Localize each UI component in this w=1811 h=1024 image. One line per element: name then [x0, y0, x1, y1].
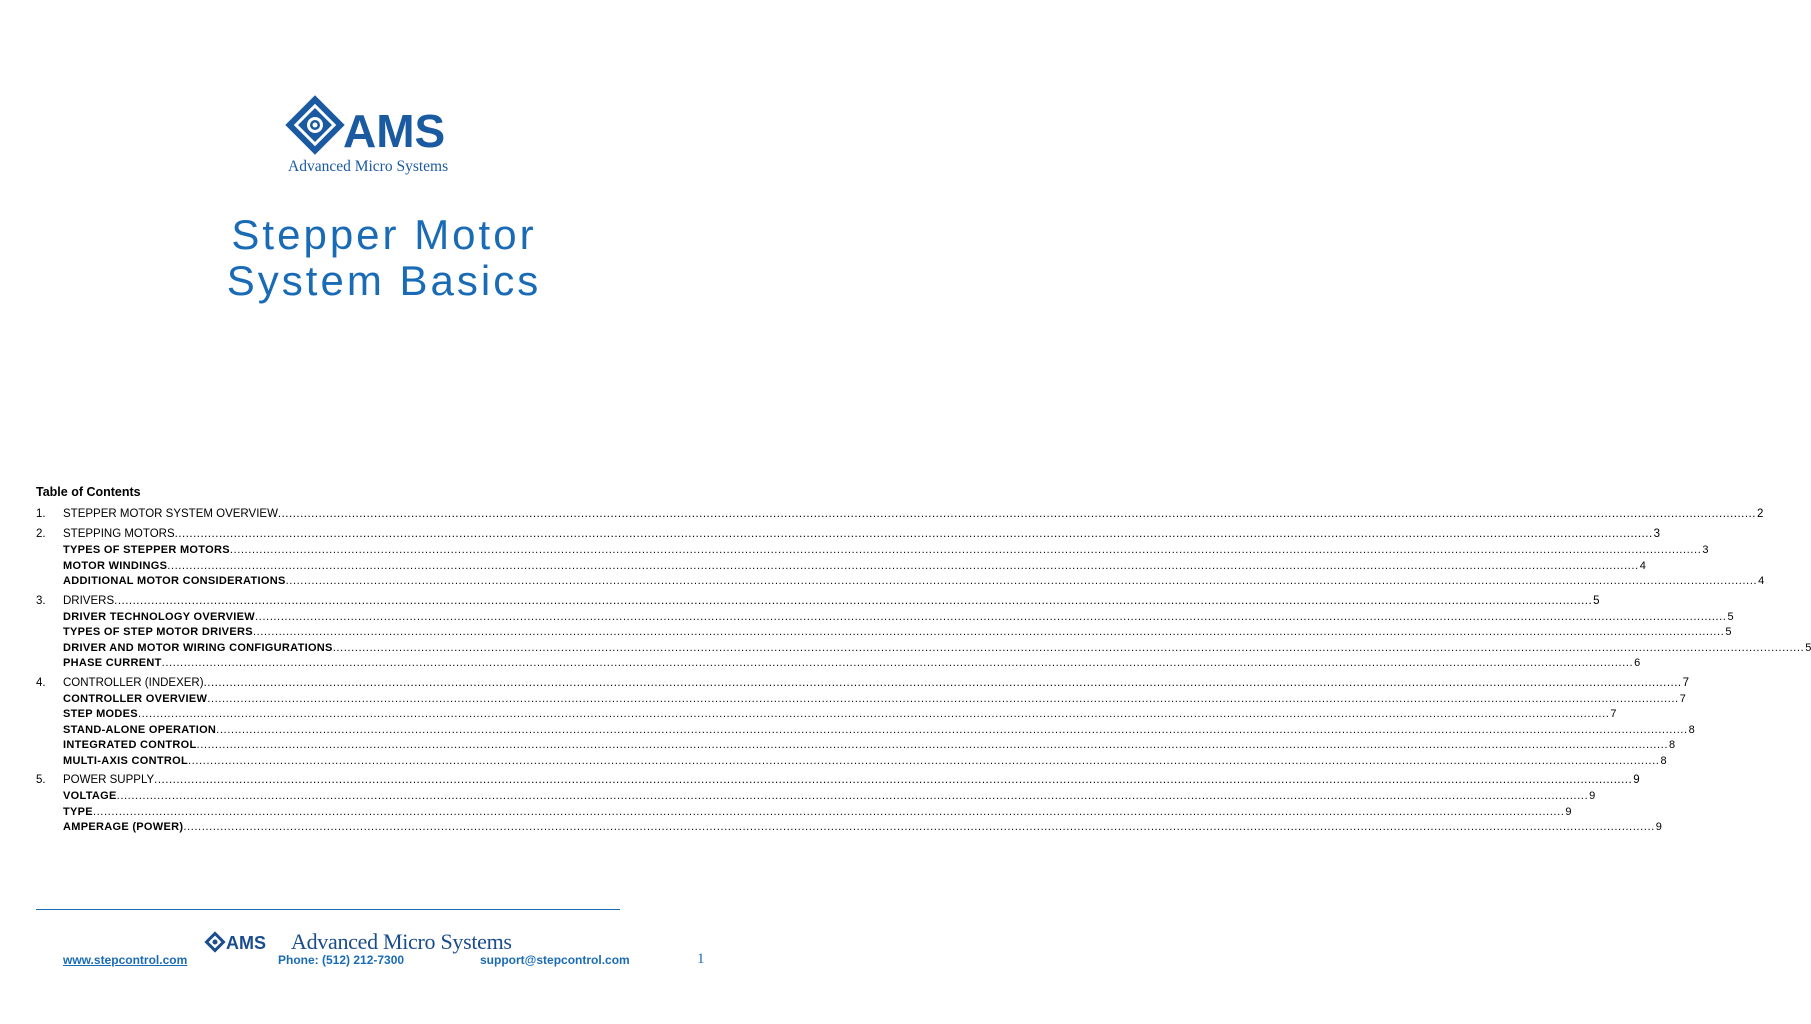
toc-subsection[interactable] [36, 723, 1695, 739]
footer-brand-name: Advanced Micro Systems [291, 929, 512, 954]
toc-section-number: 4. [36, 676, 46, 689]
toc-section[interactable] [36, 772, 1640, 789]
ams-logo-graphic [285, 95, 485, 180]
toc-leader: ................................................................................................................................................................................................................................................................................................................................................................................................................ [116, 791, 1589, 802]
toc-leader: ................................................................................................................................................................................................................................................................................................................................................................................................................ [203, 676, 1682, 689]
toc-leader: ................................................................................................................................................................................................................................................................................................................................................................................................................ [285, 576, 1758, 587]
toc-subsection-page: 7 [1610, 708, 1617, 720]
toc-subsection[interactable] [36, 543, 1709, 559]
document-title [0, 212, 768, 304]
toc-subsection[interactable] [36, 610, 1734, 626]
table-of-contents [36, 485, 1811, 836]
toc-subsection-label: TYPES OF STEPPER MOTORS [63, 544, 230, 556]
toc-subsection-label: TYPE [63, 805, 93, 818]
toc-section-number: 1. [36, 508, 46, 520]
toc-section-page: 9 [1633, 774, 1640, 786]
ams-logo [285, 95, 485, 180]
toc-subsection[interactable] [36, 754, 1667, 770]
toc-subsection-page: 8 [1660, 754, 1667, 767]
toc-section-label: POWER SUPPLY [63, 774, 155, 786]
toc-leader: ................................................................................................................................................................................................................................................................................................................................................................................................................ [187, 755, 1660, 767]
toc-subsection[interactable] [36, 707, 1617, 723]
page-number: 1 [697, 951, 705, 967]
toc-subsection[interactable] [36, 789, 1596, 805]
toc-leader: ................................................................................................................................................................................................................................................................................................................................................................................................................ [196, 740, 1669, 751]
logo-subtitle: Advanced Micro Systems [288, 158, 449, 175]
toc-leader: ................................................................................................................................................................................................................................................................................................................................................................................................................ [216, 724, 1688, 736]
toc-subsection-page: 3 [1702, 544, 1709, 556]
toc-leader: ................................................................................................................................................................................................................................................................................................................................................................................................................ [277, 508, 1756, 520]
support-email-link[interactable]: support@stepcontrol.com [480, 953, 630, 967]
toc-leader: ................................................................................................................................................................................................................................................................................................................................................................................................................ [252, 627, 1725, 638]
phone-number: Phone: (512) 212-7300 [278, 953, 405, 967]
toc-section-label: STEPPER MOTOR SYSTEM OVERVIEW [63, 508, 278, 520]
toc-leader: ................................................................................................................................................................................................................................................................................................................................................................................................................ [174, 528, 1653, 540]
toc-leader: ................................................................................................................................................................................................................................................................................................................................................................................................................ [183, 822, 1655, 833]
toc-section[interactable] [36, 675, 1690, 692]
toc-heading: Table of Contents [36, 485, 141, 499]
title-line-1: Stepper Motor [231, 211, 537, 258]
toc-leader: ................................................................................................................................................................................................................................................................................................................................................................................................................ [167, 560, 1639, 572]
footer-divider [36, 909, 620, 910]
toc-subsection-label: STAND-ALONE OPERATION [63, 723, 217, 736]
toc-subsection-label: AMPERAGE (POWER) [63, 821, 184, 833]
toc-subsection-page: 4 [1639, 559, 1646, 572]
toc-subsection-page: 5 [1725, 626, 1732, 638]
website-link[interactable]: www.stepcontrol.com [63, 953, 188, 967]
toc-subsection[interactable] [36, 656, 1641, 672]
toc-section-label: CONTROLLER (INDEXER) [63, 676, 204, 689]
toc-leader: ................................................................................................................................................................................................................................................................................................................................................................................................................ [92, 806, 1565, 818]
toc-section[interactable] [36, 526, 1661, 543]
toc-subsection-page: 8 [1688, 723, 1695, 736]
toc-section[interactable] [36, 506, 1764, 523]
toc-leader: ................................................................................................................................................................................................................................................................................................................................................................................................................ [207, 693, 1679, 705]
toc-section-label: DRIVERS [63, 594, 115, 607]
toc-subsection-label: PHASE CURRENT [63, 657, 162, 669]
toc-subsection[interactable] [36, 692, 1686, 708]
toc-subsection-label: INTEGRATED CONTROL [63, 739, 197, 751]
toc-subsection-label: ADDITIONAL MOTOR CONSIDERATIONS [63, 575, 286, 587]
toc-subsection-label: MOTOR WINDINGS [63, 559, 168, 572]
toc-subsection[interactable] [36, 574, 1765, 590]
toc-subsection-label: VOLTAGE [63, 790, 117, 802]
toc-entries [36, 506, 1811, 836]
footer-logo-text: AMS [226, 933, 266, 953]
toc-subsection-label: DRIVER AND MOTOR WIRING CONFIGURATIONS [63, 641, 333, 654]
toc-section-page: 2 [1756, 508, 1764, 520]
title-line-2: System Basics [226, 257, 542, 304]
toc-subsection[interactable] [36, 625, 1732, 641]
toc-subsection-label: STEP MODES [63, 708, 138, 720]
toc-section-page: 7 [1682, 676, 1690, 689]
toc-subsection[interactable] [36, 641, 1811, 657]
toc-subsection[interactable] [36, 738, 1676, 754]
toc-leader: ................................................................................................................................................................................................................................................................................................................................................................................................................ [161, 658, 1634, 669]
toc-section-page: 5 [1593, 594, 1600, 607]
toc-subsection-label: TYPES OF STEP MOTOR DRIVERS [63, 626, 253, 638]
toc-subsection-label: CONTROLLER OVERVIEW [63, 692, 208, 705]
toc-subsection-page: 8 [1669, 739, 1676, 751]
toc-subsection-page: 4 [1758, 575, 1765, 587]
toc-subsection-page: 9 [1655, 821, 1662, 833]
toc-subsection-page: 5 [1805, 641, 1811, 654]
toc-section-page: 3 [1653, 528, 1661, 540]
toc-subsection-page: 7 [1679, 692, 1686, 705]
toc-subsection[interactable] [36, 559, 1646, 575]
toc-section[interactable] [36, 593, 1600, 610]
logo-text: AMS [343, 105, 446, 157]
toc-subsection-page: 5 [1727, 610, 1734, 623]
toc-leader: ................................................................................................................................................................................................................................................................................................................................................................................................................ [137, 709, 1610, 720]
toc-subsection-page: 6 [1634, 657, 1641, 669]
toc-section-number: 5. [36, 774, 46, 786]
toc-subsection[interactable] [36, 805, 1572, 821]
toc-subsection-label: DRIVER TECHNOLOGY OVERVIEW [63, 610, 255, 623]
toc-section-number: 2. [36, 528, 46, 540]
toc-subsection-page: 9 [1589, 790, 1596, 802]
toc-subsection-label: MULTI-AXIS CONTROL [63, 754, 188, 767]
toc-leader: ................................................................................................................................................................................................................................................................................................................................................................................................................ [229, 545, 1702, 556]
toc-subsection[interactable] [36, 820, 1662, 836]
toc-leader: ................................................................................................................................................................................................................................................................................................................................................................................................................ [332, 642, 1805, 654]
toc-subsection-page: 9 [1565, 805, 1572, 818]
toc-leader: ................................................................................................................................................................................................................................................................................................................................................................................................................ [154, 774, 1633, 786]
toc-leader: ................................................................................................................................................................................................................................................................................................................................................................................................................ [114, 594, 1593, 607]
toc-leader: ................................................................................................................................................................................................................................................................................................................................................................................................................ [254, 611, 1727, 623]
toc-section-label: STEPPING MOTORS [63, 528, 175, 540]
toc-section-number: 3. [36, 594, 46, 607]
footer-logo-mark [205, 931, 283, 953]
